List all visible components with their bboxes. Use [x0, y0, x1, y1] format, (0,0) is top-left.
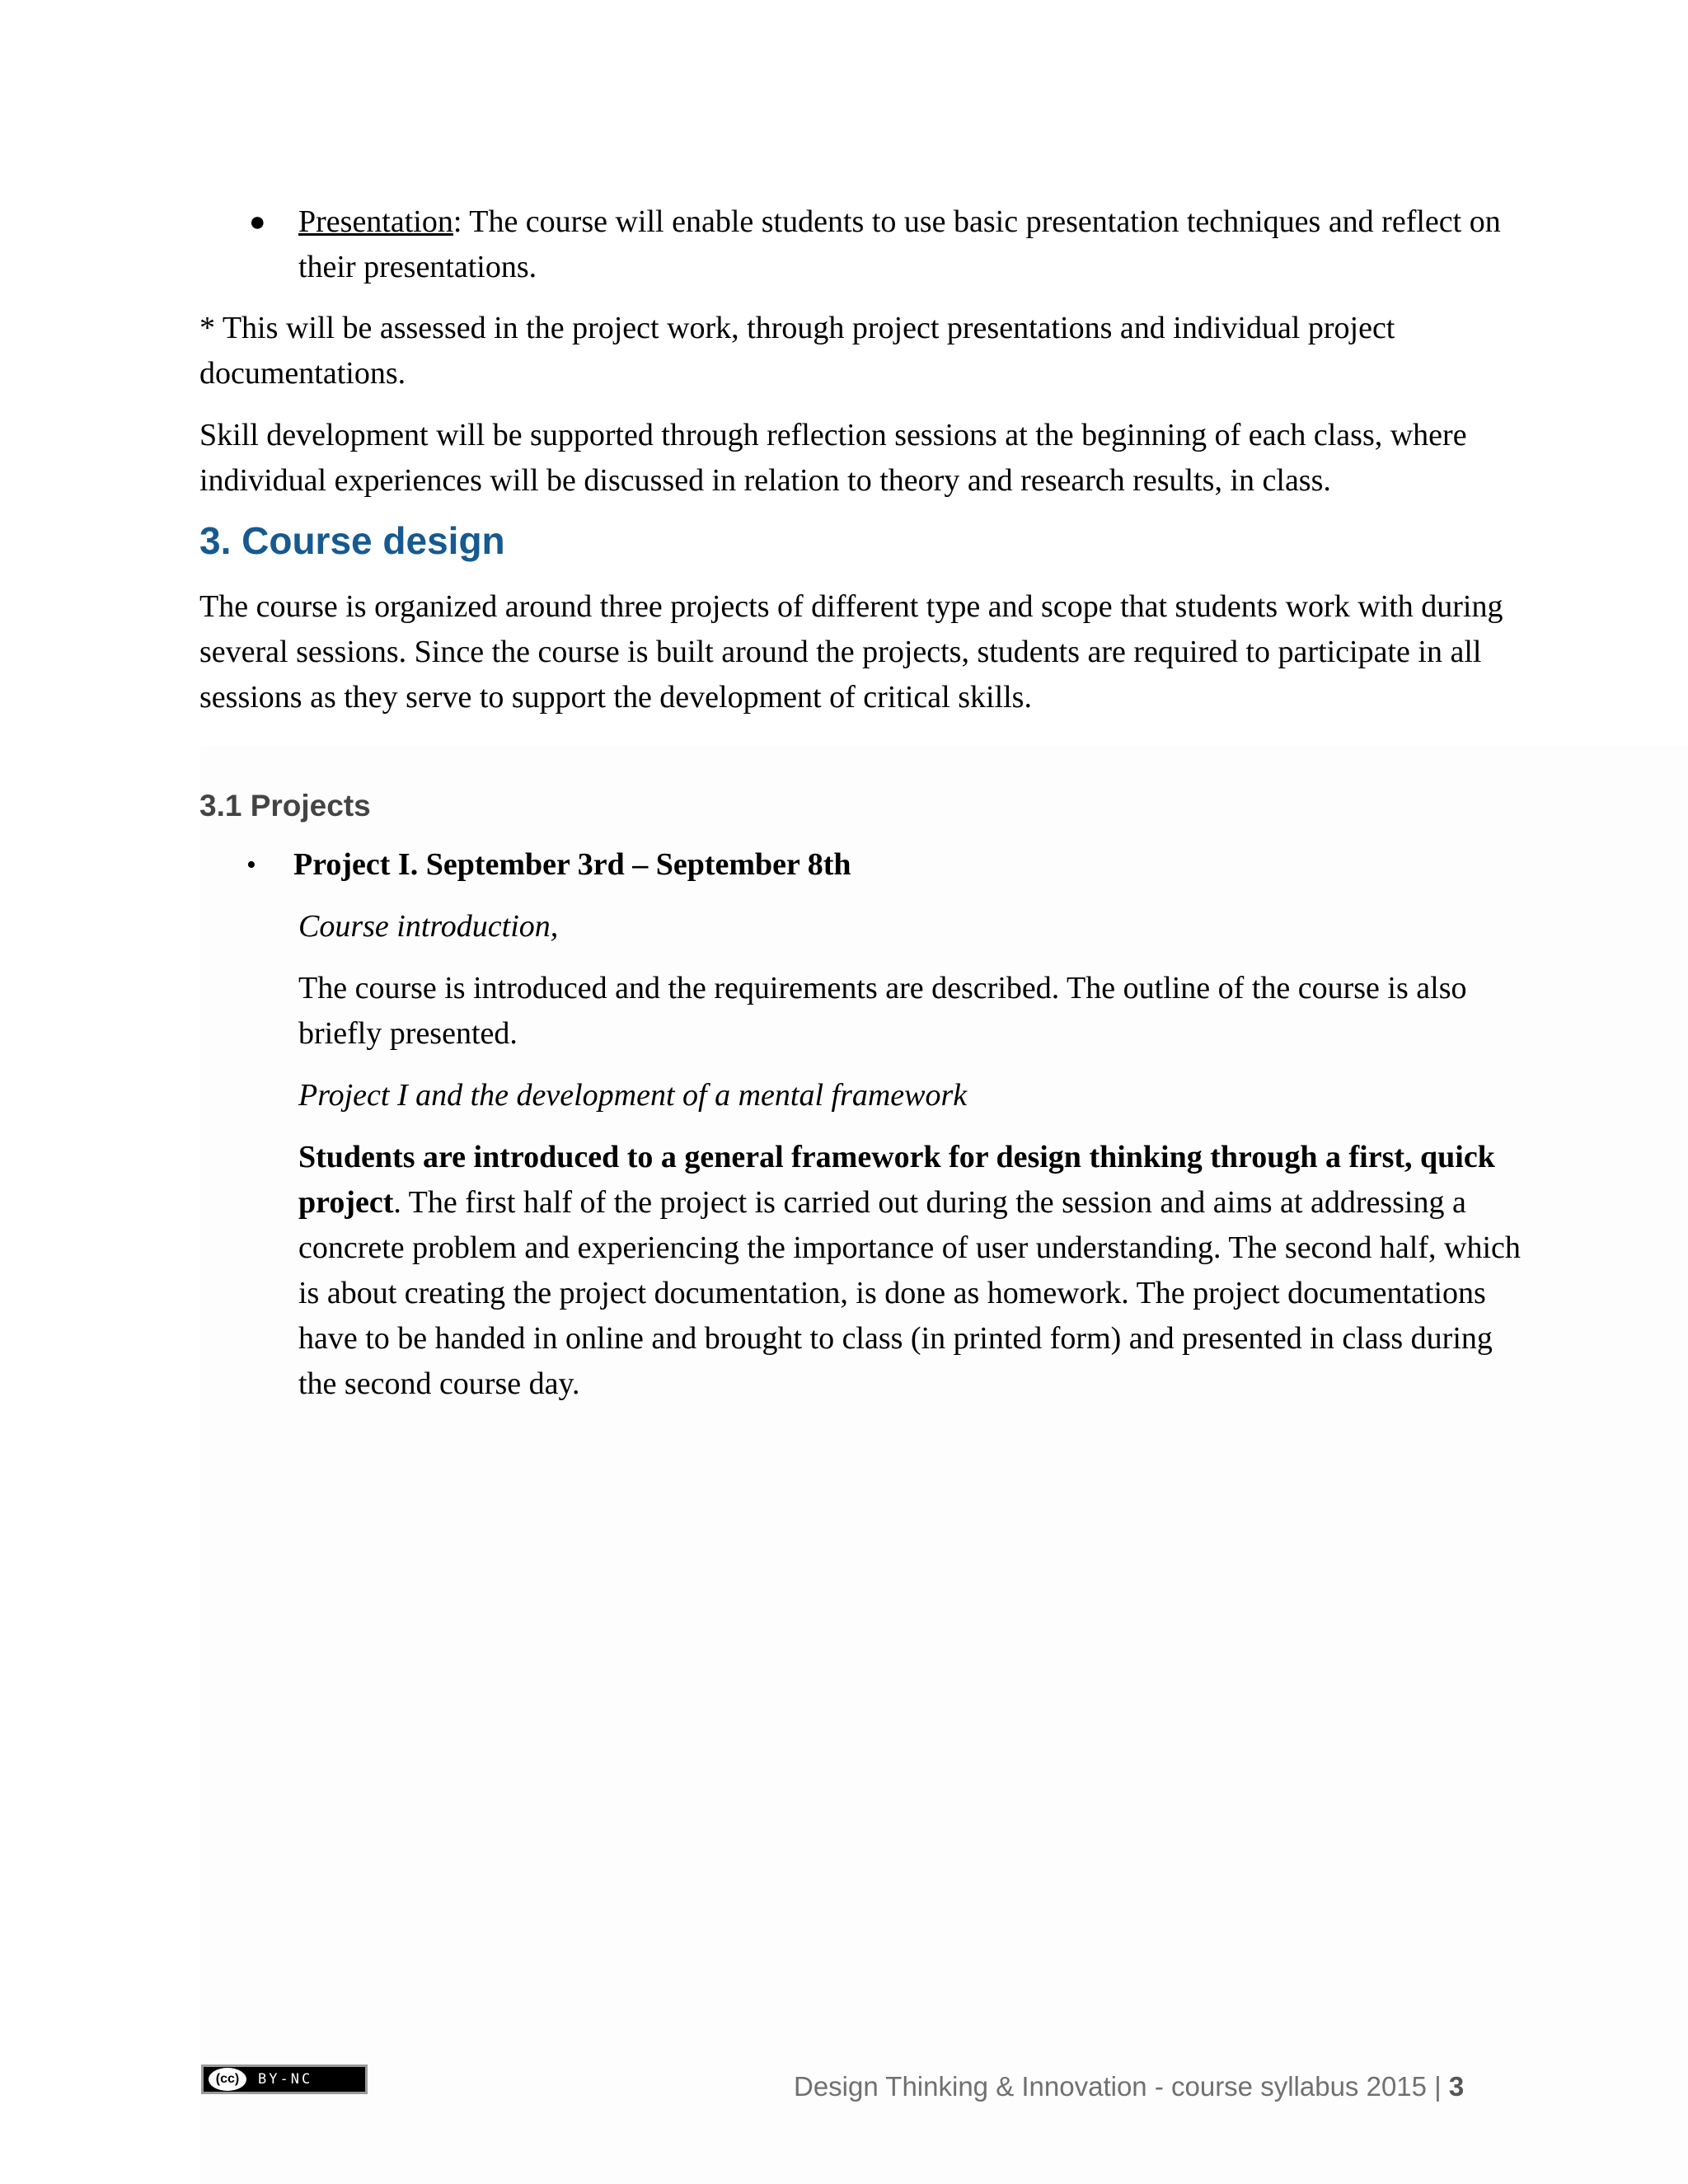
cc-icon: (cc): [209, 2068, 246, 2091]
project-intro-text: The course is introduced and the requirements are described. The outline of the course is also briefly presented.: [298, 971, 1467, 1051]
bullet-title: Presentation: [298, 204, 453, 239]
framework-bold-text: Students are introduced to a general framework for design thinking through a first, quick project: [298, 1140, 1495, 1220]
project-item: [199, 842, 1535, 888]
bullet-item-presentation: [199, 199, 1535, 290]
page-content: [199, 199, 1535, 1407]
project-intro-heading: Course introduction,: [298, 909, 559, 944]
framework-text: . The first half of the project is carried out during the session and aims at addressing a concrete problem and experiencing the importance of user understanding. The second half, which is about creating the project documentation, is done as homework. The project documentations have to be handed in online and brought to class (in printed form) and presented in class during the second course day.: [298, 1185, 1521, 1401]
skill-development-paragraph: Skill development will be supported through reflection sessions at the beginning of each class, where individual experiences will be discussed in relation to theory and research results, in class.: [199, 418, 1467, 498]
project-title: Project I. September 3rd – September 8th: [293, 847, 851, 882]
project-framework-paragraph: [199, 1135, 1535, 1407]
bullet-icon: ●: [249, 207, 266, 237]
section-heading: 3. Course design: [199, 519, 505, 562]
footer-title: Design Thinking & Innovation - course syllabus 2015 |: [794, 2071, 1449, 2102]
bullet-icon: •: [246, 850, 256, 880]
section-intro: The course is organized around three projects of different type and scope that students work with during several sessions. Since the course is built around the projects, students are required to participate in all sessions as they serve to support the development of critical skills.: [199, 589, 1503, 715]
page-number: 3: [1448, 2071, 1465, 2102]
project-framework-heading: Project I and the development of a mental framework: [298, 1078, 968, 1113]
by-nc-label: BY-NC: [258, 2071, 313, 2088]
bullet-text: : The course will enable students to use basic presentation techniques and reflect on their presentations.: [298, 204, 1501, 284]
assessment-note: * This will be assessed in the project work, through project presentations and individual project documentations.: [199, 311, 1395, 391]
subsection-heading: 3.1 Projects: [199, 789, 371, 823]
cc-by-nc-license-icon: [201, 2064, 368, 2094]
page-footer: [794, 2070, 1467, 2103]
